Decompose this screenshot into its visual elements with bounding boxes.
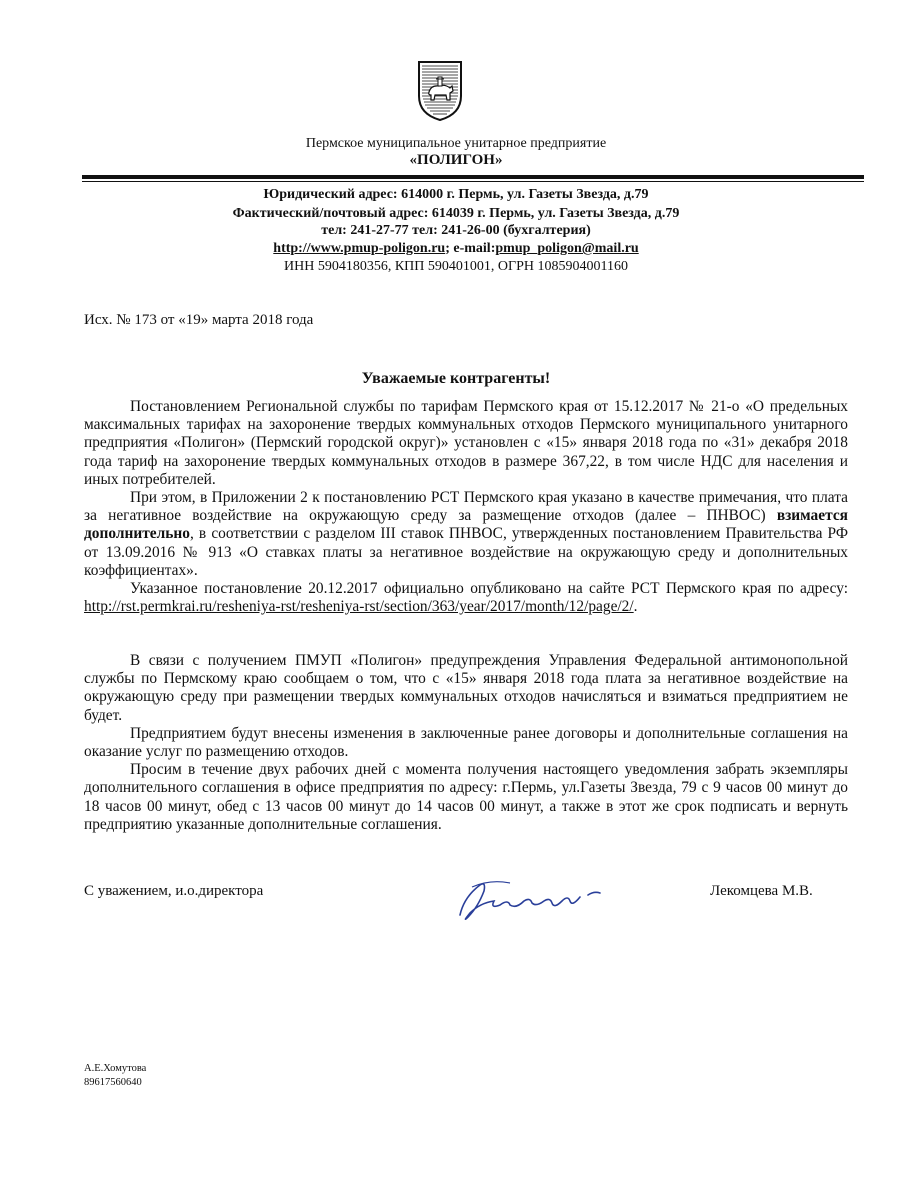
outgoing-number: Исх. № 173 от «19» марта 2018 года	[84, 312, 314, 328]
website-link[interactable]: http://www.pmup-poligon.ru	[273, 241, 446, 256]
signer-name: Лекомцева М.В.	[710, 883, 813, 899]
organization-short-name: «ПОЛИГОН»	[409, 152, 503, 168]
actual-address: Фактический/почтовый адрес: 614039 г. Пермь, ул. Газеты Звезда, д.79	[232, 206, 680, 221]
header-divider-thin	[82, 181, 864, 182]
contact-web-email: http://www.pmup-poligon.ru; e-mail:pmup_poligon@mail.ru	[273, 241, 639, 256]
executor-phone: 89617560640	[84, 1077, 142, 1088]
letter-body-part2	[84, 652, 848, 834]
paragraph-tariff: Постановлением Региональной службы по тарифам Пермского края от 15.12.2017 № 21-о «О предельных максимальных тарифах на захоронение твердых коммунальных отходов Пермского муниципального унитарного предприятия «Полигон» (Пермский городской округ)» установлен с «15» января 2018 года по «31» декабря 2018 года тариф на захоронение твердых коммунальных отходов в размере 367,22, в том числе НДС для населения и иных потребителей.	[84, 398, 848, 488]
executor-name: А.Е.Хомутова	[84, 1063, 147, 1074]
executor-info	[84, 1062, 146, 1090]
email-link[interactable]: pmup_poligon@mail.ru	[495, 241, 639, 256]
paragraph-fas-warning: В связи с получением ПМУП «Полигон» предупреждения Управления Федеральной антимонопольной службы по Пермскому краю сообщаем о том, что с «15» января 2018 года плата за негативное воздействие на окружающую среду при размещении твердых коммунальных отходов начисляться и взиматься предприятием не будет.	[84, 652, 848, 724]
signature-icon	[450, 875, 620, 925]
paragraph-pnvos: При этом, в Приложении 2 к постановлению РСТ Пермского края указано в качестве примечания, что плата за негативное воздействие на окружающую среду за размещение отходов (далее – ПНВОС) взимается дополнительно, в соответствии с разделом III ставок ПНВОС, утвержденных постановлением Правительства РФ от 13.09.2016 № 913 «О ставках платы за негативное воздействие на окружающую среду и дополнительных коэффициентах».	[84, 489, 848, 579]
letter-body-part1	[84, 398, 848, 616]
header-divider-thick	[82, 175, 864, 179]
closing-phrase: С уважением, и.о.директора	[84, 883, 264, 899]
paragraph-request: Просим в течение двух рабочих дней с момента получения настоящего уведомления забрать экземпляры дополнительного соглашения в офисе предприятия по адресу: г.Пермь, ул.Газеты Звезда, 79 с 9 часов 00 минут до 18 часов 00 минут, обед с 13 часов 00 минут до 14 часов 00 минут, а также в этот же срок подписать и вернуть предприятию указанные дополнительные соглашения.	[84, 761, 848, 833]
paragraph-contract-changes: Предприятием будут внесены изменения в заключенные ранее договоры и дополнительные соглашения на оказание услуг по размещению отходов.	[84, 724, 848, 761]
coat-of-arms-icon	[415, 58, 465, 122]
registration-ids: ИНН 5904180356, КПП 590401001, ОГРН 1085904001160	[284, 259, 628, 274]
greeting-title: Уважаемые контрагенты!	[361, 370, 551, 387]
organization-full-name: Пермское муниципальное унитарное предприятие	[305, 136, 607, 151]
paragraph-publication: Указанное постановление 20.12.2017 официально опубликовано на сайте РСТ Пермского края по адресу: http://rst.permkrai.ru/resheniya-rst/resheniya-rst/section/363/year/2017/month/12/page/2/.	[84, 580, 848, 616]
legal-address: Юридический адрес: 614000 г. Пермь, ул. Газеты Звезда, д.79	[263, 187, 649, 202]
rst-link[interactable]: http://rst.permkrai.ru/resheniya-rst/resheniya-rst/section/363/year/2017/month/12/page/2/	[84, 598, 634, 616]
phone-numbers: тел: 241-27-77 тел: 241-26-00 (бухгалтерия)	[321, 223, 591, 238]
